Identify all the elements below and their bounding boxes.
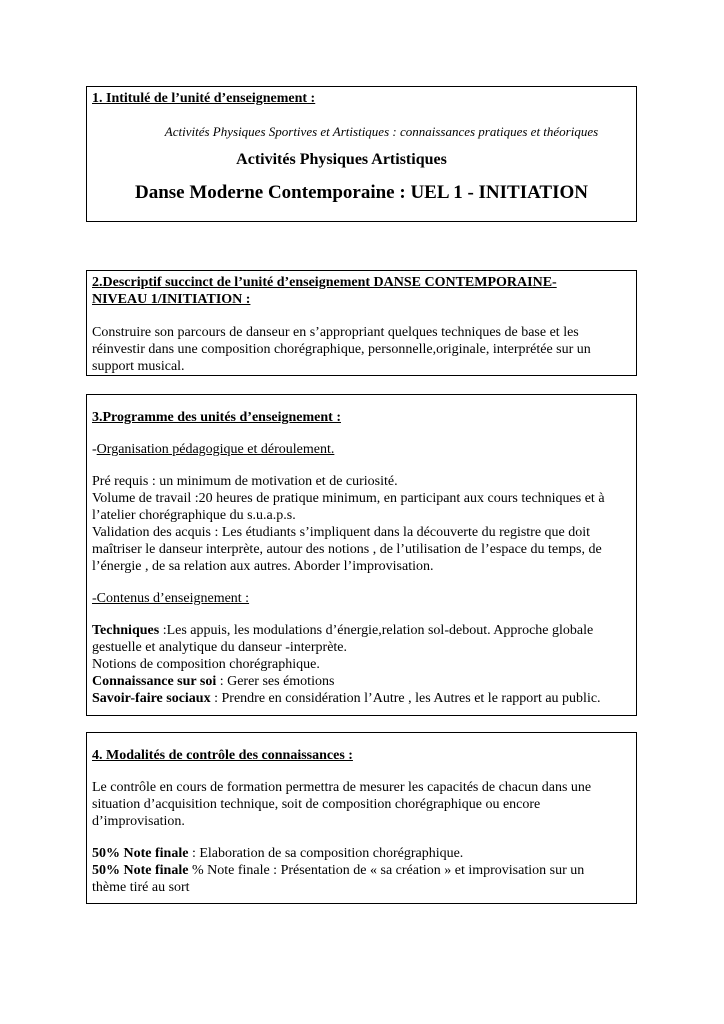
section-4-body-line: d’improvisation. — [92, 814, 185, 829]
course-title: Danse Moderne Contemporaine : UEL 1 - INITIATION — [134, 182, 588, 203]
techniques-text-line-2: gestuelle et analytique du danseur -interprète. — [92, 640, 348, 655]
section-2-body-line: support musical. — [92, 359, 185, 374]
note-2-line — [92, 862, 631, 879]
savoir-line — [92, 690, 631, 707]
note-1-text: : Elaboration de sa composition chorégraphique. — [188, 846, 464, 861]
section-2-body-line: réinvestir dans une composition chorégraphique, personnelle,originale, interprétée sur un — [92, 342, 591, 357]
contenus-label: -Contenus d’enseignement : — [92, 591, 250, 606]
note-1-label: 50% Note finale — [92, 846, 189, 861]
section-1-subtitle: Activités Physiques Sportives et Artistiques : connaissances pratiques et théoriques — [164, 124, 599, 139]
section-4-body-line: Le contrôle en cours de formation permettra de mesurer les capacités de chacun dans une — [92, 780, 592, 795]
section-4-heading: 4. Modalités de contrôle des connaissances : — [92, 748, 353, 763]
connaissance-text: : Gerer ses émotions — [216, 674, 335, 689]
organisation-text-line: Validation des acquis : Les étudiants s’impliquent dans la découverte du registre que doit — [92, 525, 591, 540]
organisation-text-line: Volume de travail :20 heures de pratique minimum, en participant aux cours techniques et à — [92, 491, 605, 506]
section-1-box — [86, 86, 637, 222]
note-1-line — [92, 845, 631, 862]
section-1-heading: 1. Intitulé de l’unité d’enseignement : — [92, 91, 316, 106]
section-4-body-line: situation d’acquisition technique, soit de composition chorégraphique ou encore — [92, 797, 541, 812]
techniques-text: :Les appuis, les modulations d’énergie,relation sol-debout. Approche globale — [159, 623, 594, 638]
techniques-label: Techniques — [92, 623, 160, 638]
organisation-text-line: l’atelier chorégraphique du s.u.a.p.s. — [92, 508, 296, 523]
organisation-label: Organisation pédagogique et déroulement. — [96, 442, 335, 457]
connaissance-line — [92, 673, 631, 690]
section-3-heading: 3.Programme des unités d’enseignement : — [92, 410, 341, 425]
section-2-heading-line-1: 2.Descriptif succinct de l’unité d’enseignement DANSE CONTEMPORAINE- — [92, 275, 557, 290]
section-2-body-line: Construire son parcours de danseur en s’appropriant quelques techniques de base et les — [92, 325, 579, 340]
organisation-text-line: Pré requis : un minimum de motivation et de curiosité. — [92, 474, 398, 489]
notions-line: Notions de composition chorégraphique. — [92, 657, 320, 672]
techniques-line — [92, 622, 631, 639]
note-2-text: % Note finale : Présentation de « sa création » et improvisation sur un — [188, 863, 585, 878]
section-2-box — [86, 270, 637, 376]
savoir-label: Savoir-faire sociaux — [92, 691, 211, 706]
organisation-text-line: maîtriser le danseur interprète, autour des notions , de l’utilisation de l’espace du temps, de — [92, 542, 602, 557]
section-1-title: Activités Physiques Artistiques — [236, 151, 447, 168]
organisation-prefix: - — [92, 442, 97, 457]
savoir-text: : Prendre en considération l’Autre , les Autres et le rapport au public. — [210, 691, 601, 706]
section-3-box — [86, 394, 637, 716]
connaissance-label: Connaissance sur soi — [92, 674, 217, 689]
section-2-heading-line-2: NIVEAU 1/INITIATION : — [92, 292, 251, 307]
note-2-text-line-2: thème tiré au sort — [92, 880, 190, 895]
note-2-label: 50% Note finale — [92, 863, 189, 878]
organisation-line — [92, 441, 631, 458]
section-4-box — [86, 732, 637, 904]
organisation-text-line: l’énergie , de sa relation aux autres. Aborder l’improvisation. — [92, 559, 434, 574]
